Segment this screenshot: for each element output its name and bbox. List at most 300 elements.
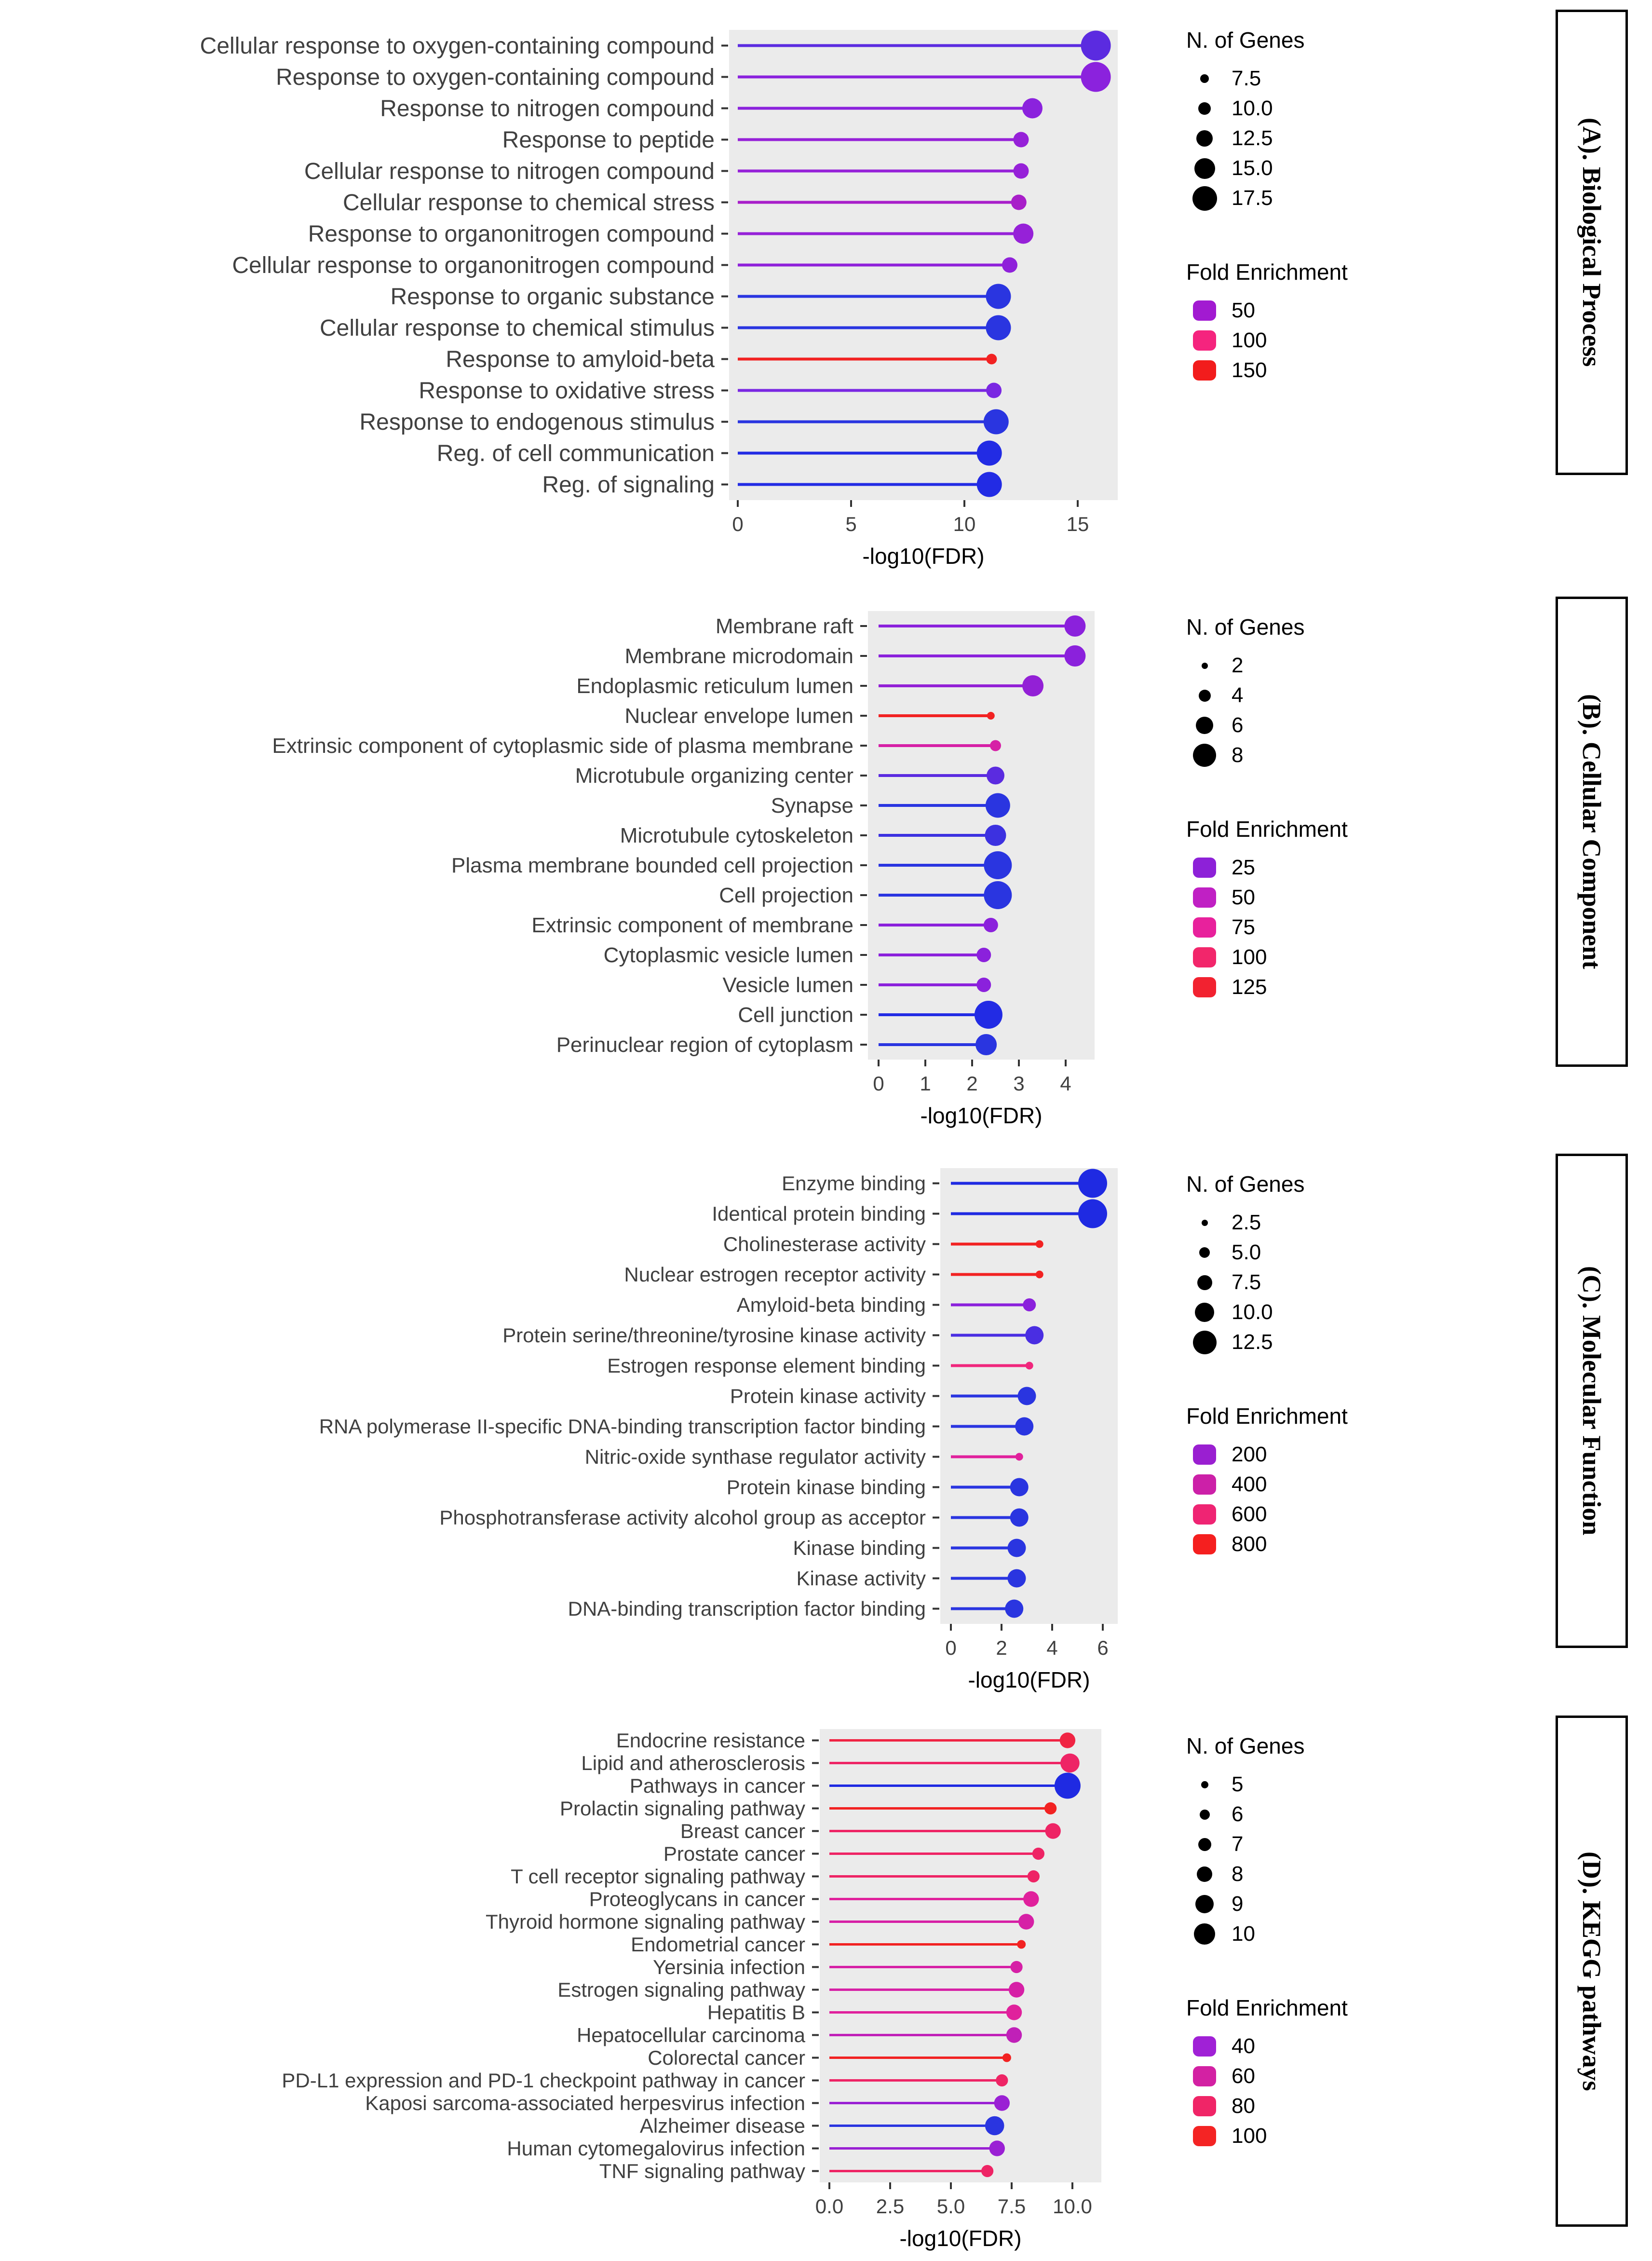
lollipop-dot — [984, 409, 1009, 435]
panel-b-side-label: (B). Cellular Component — [1577, 694, 1606, 969]
panel-c-side-label: (C). Molecular Function — [1577, 1266, 1606, 1536]
genes-legend-dot-cell — [1186, 1923, 1223, 1945]
lollipop-dot — [1005, 1600, 1023, 1618]
fold-legend-item — [1186, 1470, 1413, 1499]
genes-legend-dot-cell — [1186, 1331, 1223, 1354]
lollipop-dot — [1018, 1914, 1034, 1929]
genes-legend-dot — [1202, 663, 1208, 669]
panel-molecular-function — [0, 1149, 1652, 1696]
lollipop-dot — [975, 1034, 997, 1055]
genes-legend-item — [1186, 1859, 1413, 1889]
lollipop-dot — [1081, 31, 1111, 61]
genes-legend-dot-cell — [1186, 1220, 1223, 1226]
genes-legend-item — [1186, 183, 1413, 213]
panel-kegg-pathways — [0, 1711, 1652, 2255]
x-tick-label: 2 — [966, 1072, 978, 1095]
category-label: Nitric-oxide synthase regulator activity — [584, 1445, 926, 1468]
category-label: Amyloid-beta binding — [736, 1293, 926, 1316]
x-tick-label: 0 — [732, 513, 744, 535]
genes-legend — [1186, 27, 1413, 213]
fold-legend-swatch-cell — [1186, 2096, 1223, 2116]
genes-legend-dot — [1192, 186, 1217, 211]
fold-legend-swatch-cell — [1186, 1534, 1223, 1554]
fold-legend-swatch-cell — [1186, 300, 1223, 321]
genes-legend-dot — [1196, 130, 1213, 147]
lollipop-dot — [1036, 1271, 1043, 1279]
panel-d-side-box — [1556, 1716, 1628, 2227]
fold-legend-swatch-cell — [1186, 917, 1223, 938]
category-label: Vesicle lumen — [722, 973, 853, 997]
fold-legend-title: Fold Enrichment — [1186, 1995, 1348, 2020]
lollipop-dot — [1002, 2054, 1011, 2062]
fold-legend-item — [1186, 326, 1413, 355]
category-label: Estrogen response element binding — [607, 1354, 926, 1377]
genes-legend-label: 5 — [1232, 1772, 1244, 1796]
category-label: Response to oxidative stress — [419, 378, 715, 404]
lollipop-dot — [984, 918, 998, 932]
fold-legend-items — [1186, 2031, 1413, 2151]
lollipop-dot — [987, 767, 1004, 785]
category-label: Plasma membrane bounded cell projection — [451, 853, 853, 877]
genes-legend-item — [1186, 64, 1413, 94]
genes-legend-item — [1186, 1919, 1413, 1949]
category-label: T cell receptor signaling pathway — [511, 1865, 805, 1888]
genes-legend-item — [1186, 1267, 1413, 1297]
genes-legend-label: 2.5 — [1232, 1211, 1261, 1234]
category-label: Synapse — [771, 793, 853, 817]
category-label: Cellular response to chemical stimulus — [320, 315, 715, 341]
lollipop-dot — [1011, 195, 1027, 210]
lollipop-dot — [1036, 1240, 1043, 1248]
category-label: Hepatocellular carcinoma — [577, 2023, 805, 2046]
lollipop-dot — [976, 948, 991, 962]
genes-legend-dot-cell — [1186, 717, 1223, 734]
x-tick-label: 15 — [1066, 513, 1089, 535]
lollipop-dot — [975, 1001, 1002, 1029]
genes-legend-dot — [1195, 1895, 1214, 1913]
genes-legend-label: 2 — [1232, 654, 1244, 677]
fold-legend — [1186, 1995, 1413, 2151]
fold-legend-label: 100 — [1232, 945, 1267, 969]
fold-legend-swatch-cell — [1186, 1504, 1223, 1525]
genes-legend-item — [1186, 710, 1413, 740]
x-axis-title: -log10(FDR) — [920, 1103, 1043, 1128]
fold-legend-item — [1186, 355, 1413, 385]
lollipop-dot — [1028, 1870, 1040, 1882]
genes-legend-dot — [1193, 1331, 1217, 1354]
lollipop-dot — [1008, 1539, 1026, 1557]
lollipop-dot — [1010, 1509, 1029, 1527]
fold-legend-items — [1186, 853, 1413, 1002]
lollipop-chart-molecular-function — [0, 1149, 1128, 1696]
genes-legend-label: 10 — [1232, 1922, 1255, 1946]
fold-legend-swatch — [1193, 1534, 1216, 1554]
lollipop-dot — [994, 2095, 1010, 2111]
lollipop-dot — [1081, 62, 1111, 92]
fold-legend-item — [1186, 2091, 1413, 2121]
genes-legend-label: 8 — [1232, 1862, 1244, 1886]
genes-legend-dot-cell — [1186, 1838, 1223, 1851]
lollipop-dot — [1018, 1387, 1036, 1405]
lollipop-dot — [1023, 1891, 1039, 1907]
fold-legend-swatch — [1193, 858, 1216, 878]
category-label: Response to organonitrogen compound — [308, 221, 715, 247]
category-label: Response to oxygen-containing compound — [276, 64, 715, 90]
genes-legend-label: 12.5 — [1232, 1330, 1273, 1354]
genes-legend-item — [1186, 1829, 1413, 1859]
genes-legend-dot-cell — [1186, 1895, 1223, 1913]
genes-legend-label: 8 — [1232, 743, 1244, 767]
plot-background — [820, 1729, 1101, 2182]
genes-legend-dot — [1199, 690, 1211, 702]
x-axis-title: -log10(FDR) — [862, 544, 985, 569]
x-tick-label: 0 — [945, 1636, 957, 1659]
lollipop-dot — [1023, 1298, 1036, 1311]
lollipop-chart-biological-process — [0, 5, 1128, 572]
category-label: TNF signaling pathway — [599, 2159, 805, 2182]
fold-legend-swatch-cell — [1186, 887, 1223, 908]
fold-legend-item — [1186, 296, 1413, 326]
x-tick-label: 1 — [920, 1072, 931, 1095]
genes-legend-item — [1186, 123, 1413, 153]
lollipop-chart-cellular-component — [0, 592, 1128, 1132]
fold-legend-swatch-cell — [1186, 977, 1223, 997]
genes-legend-item — [1186, 1208, 1413, 1238]
lollipop-dot — [1022, 675, 1043, 696]
category-label: Cellular response to chemical stress — [343, 190, 715, 216]
fold-legend-item — [1186, 913, 1413, 942]
side-label-wrap — [1556, 1711, 1628, 2227]
category-label: Cholinesterase activity — [723, 1232, 926, 1255]
x-tick-label: 5 — [845, 513, 857, 535]
category-label: Protein kinase binding — [726, 1475, 926, 1498]
x-tick-label: 0 — [873, 1072, 884, 1095]
fold-legend-swatch-cell — [1186, 2126, 1223, 2146]
genes-legend-dot-cell — [1186, 744, 1223, 767]
category-label: Identical protein binding — [712, 1202, 926, 1225]
category-label: Phosphotransferase activity alcohol group as acceptor — [439, 1506, 926, 1529]
genes-legend-label: 9 — [1232, 1892, 1244, 1916]
lollipop-dot — [1006, 2027, 1022, 2043]
category-label: Thyroid hormone signaling pathway — [485, 1910, 805, 1933]
genes-legend-item — [1186, 153, 1413, 183]
category-label: Nuclear estrogen receptor activity — [624, 1263, 926, 1286]
category-label: Extrinsic component of cytoplasmic side of plasma membrane — [272, 734, 853, 758]
genes-legend-dot — [1194, 158, 1215, 179]
genes-legend-label: 5.0 — [1232, 1240, 1261, 1264]
category-label: Hepatitis B — [707, 2001, 805, 2024]
fold-legend-label: 125 — [1232, 975, 1267, 999]
genes-legend-item — [1186, 651, 1413, 681]
genes-legend-dot — [1197, 1275, 1212, 1290]
lollipop-dot — [1013, 224, 1033, 244]
fold-legend-title: Fold Enrichment — [1186, 259, 1348, 285]
category-label: Estrogen signaling pathway — [557, 1978, 805, 2001]
fold-legend — [1186, 816, 1413, 1002]
category-label: Cytoplasmic vesicle lumen — [603, 943, 853, 967]
lollipop-dot — [985, 825, 1006, 846]
genes-legend-dot-cell — [1186, 158, 1223, 179]
x-tick-label: 5.0 — [936, 2195, 965, 2218]
genes-legend-dot-cell — [1186, 1247, 1223, 1258]
genes-legend-label: 10.0 — [1232, 1300, 1273, 1324]
genes-legend-item — [1186, 1238, 1413, 1267]
x-axis-title: -log10(FDR) — [968, 1667, 1090, 1692]
category-label: Prolactin signaling pathway — [560, 1797, 805, 1820]
genes-legend-dot — [1201, 1781, 1208, 1788]
genes-legend-dot-cell — [1186, 74, 1223, 83]
x-tick-label: 0.0 — [815, 2195, 844, 2218]
genes-legend-dot — [1193, 744, 1216, 767]
category-label: Reg. of cell communication — [436, 440, 715, 466]
x-tick-label: 10 — [953, 513, 976, 535]
panel-b-side-box — [1556, 597, 1628, 1067]
lollipop-dot — [981, 2165, 993, 2177]
genes-legend-label: 6 — [1232, 1802, 1244, 1826]
category-label: Enzyme binding — [782, 1171, 926, 1195]
category-label: Response to nitrogen compound — [380, 95, 715, 122]
lollipop-dot — [985, 2116, 1004, 2136]
lollipop-dot — [1016, 1453, 1023, 1461]
fold-legend — [1186, 1403, 1413, 1559]
lollipop-dot — [984, 851, 1012, 879]
panel-a-side-box — [1556, 10, 1628, 475]
fold-legend-item — [1186, 2061, 1413, 2091]
lollipop-dot — [984, 881, 1012, 909]
genes-legend-item — [1186, 1770, 1413, 1799]
genes-legend-item — [1186, 94, 1413, 123]
genes-legend-dot-cell — [1186, 663, 1223, 669]
category-label: Nuclear envelope lumen — [624, 704, 853, 728]
category-label: Perinuclear region of cytoplasm — [556, 1033, 853, 1057]
genes-legend-item — [1186, 1297, 1413, 1327]
genes-legend-item — [1186, 681, 1413, 710]
genes-legend-label: 17.5 — [1232, 186, 1273, 210]
fold-legend-swatch-cell — [1186, 858, 1223, 878]
lollipop-dot — [1026, 1362, 1033, 1370]
genes-legend — [1186, 1171, 1413, 1357]
lollipop-dot — [986, 354, 997, 365]
legend-cellular-component — [1186, 614, 1413, 1002]
x-tick-label: 4 — [1060, 1072, 1071, 1095]
fold-legend-item — [1186, 2031, 1413, 2061]
genes-legend-item — [1186, 1327, 1413, 1357]
fold-legend-title: Fold Enrichment — [1186, 1403, 1348, 1429]
fold-legend-item — [1186, 883, 1413, 913]
side-label-wrap — [1556, 5, 1628, 475]
fold-legend-swatch-cell — [1186, 947, 1223, 967]
fold-legend-swatch — [1193, 2036, 1216, 2057]
lollipop-dot — [1060, 1754, 1080, 1773]
lollipop-dot — [1006, 2004, 1022, 2020]
lollipop-dot — [987, 712, 995, 720]
genes-legend-dot — [1195, 1303, 1214, 1322]
category-label: Kaposi sarcoma-associated herpesvirus infection — [365, 2091, 805, 2114]
category-label: Response to peptide — [502, 127, 715, 153]
fold-legend-label: 50 — [1232, 885, 1255, 909]
lollipop-dot — [989, 2140, 1005, 2156]
category-label: Kinase binding — [793, 1536, 926, 1559]
lollipop-chart-kegg-pathways — [0, 1711, 1128, 2255]
lollipop-dot — [1002, 258, 1017, 273]
genes-legend-item — [1186, 740, 1413, 770]
category-label: Cellular response to nitrogen compound — [304, 158, 715, 184]
lollipop-dot — [977, 441, 1002, 466]
genes-legend-label: 12.5 — [1232, 126, 1273, 150]
panel-cellular-component — [0, 592, 1652, 1132]
fold-legend-swatch — [1193, 977, 1216, 997]
lollipop-dot — [986, 793, 1010, 818]
category-label: Cell junction — [738, 1003, 853, 1027]
genes-legend-dot-cell — [1186, 102, 1223, 115]
panel-c-side-box — [1556, 1154, 1628, 1648]
genes-legend-label: 10.0 — [1232, 96, 1273, 120]
genes-legend-item — [1186, 1799, 1413, 1829]
fold-legend-label: 50 — [1232, 299, 1255, 322]
genes-legend-items — [1186, 1208, 1413, 1357]
genes-legend-dot-cell — [1186, 186, 1223, 211]
lollipop-dot — [1078, 1169, 1107, 1198]
genes-legend-dot — [1200, 1810, 1210, 1820]
lollipop-dot — [1025, 1326, 1043, 1345]
category-label: Cellular response to organonitrogen compound — [232, 252, 715, 278]
category-label: RNA polymerase II-specific DNA-binding transcription factor binding — [319, 1415, 926, 1438]
side-label-wrap — [1556, 592, 1628, 1067]
fold-legend-swatch — [1193, 330, 1216, 351]
lollipop-dot — [1064, 615, 1085, 637]
lollipop-dot — [1060, 1732, 1075, 1748]
fold-legend-label: 800 — [1232, 1532, 1267, 1556]
genes-legend-dot — [1199, 1247, 1210, 1258]
genes-legend-dot-cell — [1186, 690, 1223, 702]
fold-legend-label: 40 — [1232, 2034, 1255, 2058]
category-label: PD-L1 expression and PD-1 checkpoint pathway in cancer — [282, 2069, 805, 2092]
genes-legend-dot — [1200, 74, 1209, 83]
genes-legend — [1186, 1733, 1413, 1949]
genes-legend-dot — [1196, 717, 1213, 734]
genes-legend-items — [1186, 651, 1413, 770]
fold-legend-swatch-cell — [1186, 1474, 1223, 1495]
lollipop-dot — [1014, 163, 1029, 179]
genes-legend-title: N. of Genes — [1186, 614, 1305, 640]
genes-legend-item — [1186, 1889, 1413, 1919]
category-label: Membrane raft — [715, 614, 853, 638]
category-label: Lipid and atherosclerosis — [581, 1751, 805, 1774]
fold-legend-title: Fold Enrichment — [1186, 817, 1348, 842]
genes-legend-title: N. of Genes — [1186, 27, 1305, 53]
lollipop-dot — [1078, 1199, 1107, 1228]
category-label: Protein serine/threonine/tyrosine kinase activity — [502, 1323, 926, 1347]
fold-legend-swatch — [1193, 360, 1216, 381]
genes-legend-dot-cell — [1186, 1275, 1223, 1290]
x-tick-label: 10.0 — [1053, 2195, 1092, 2218]
legend-molecular-function — [1186, 1171, 1413, 1559]
genes-legend-dot — [1197, 1866, 1212, 1882]
genes-legend-title: N. of Genes — [1186, 1733, 1305, 1758]
fold-legend-label: 200 — [1232, 1443, 1267, 1466]
x-tick-label: 2.5 — [876, 2195, 905, 2218]
fold-legend-label: 100 — [1232, 328, 1267, 352]
x-tick-label: 7.5 — [997, 2195, 1026, 2218]
genes-legend-dot — [1202, 1220, 1208, 1226]
fold-legend-item — [1186, 942, 1413, 972]
category-label: Response to amyloid-beta — [446, 346, 715, 372]
genes-legend-items — [1186, 1770, 1413, 1949]
side-label-wrap — [1556, 1149, 1628, 1648]
fold-legend-label: 80 — [1232, 2094, 1255, 2118]
genes-legend — [1186, 614, 1413, 770]
lollipop-dot — [1044, 1802, 1056, 1814]
lollipop-dot — [1010, 1961, 1022, 1973]
fold-legend-swatch — [1193, 300, 1216, 321]
lollipop-dot — [1017, 1940, 1026, 1949]
x-tick-label: 3 — [1013, 1072, 1025, 1095]
lollipop-dot — [977, 472, 1002, 497]
category-label: Endometrial cancer — [631, 1933, 805, 1956]
fold-legend-swatch-cell — [1186, 360, 1223, 381]
lollipop-dot — [996, 2074, 1008, 2086]
panel-a-side-label: (A). Biological Process — [1577, 118, 1606, 367]
fold-legend-item — [1186, 972, 1413, 1002]
lollipop-dot — [1045, 1823, 1060, 1839]
category-label: Extrinsic component of membrane — [531, 913, 853, 937]
category-label: Microtubule cytoskeleton — [620, 823, 853, 847]
genes-legend-label: 4 — [1232, 683, 1244, 707]
genes-legend-dot — [1198, 102, 1211, 115]
fold-legend-swatch-cell — [1186, 330, 1223, 351]
fold-legend-swatch — [1193, 1504, 1216, 1525]
legend-kegg-pathways — [1186, 1733, 1413, 2151]
genes-legend-label: 15.0 — [1232, 156, 1273, 180]
genes-legend-title: N. of Genes — [1186, 1171, 1305, 1197]
fold-legend-items — [1186, 1440, 1413, 1559]
lollipop-dot — [1032, 1848, 1044, 1860]
category-label: Kinase activity — [796, 1566, 926, 1590]
category-label: Pathways in cancer — [629, 1774, 805, 1797]
fold-legend-item — [1186, 853, 1413, 883]
lollipop-dot — [986, 315, 1011, 341]
fold-legend-swatch-cell — [1186, 1444, 1223, 1465]
panel-d-side-label: (D). KEGG pathways — [1577, 1851, 1606, 2091]
fold-legend-swatch-cell — [1186, 2036, 1223, 2057]
genes-legend-dot-cell — [1186, 1810, 1223, 1820]
fold-legend-item — [1186, 1499, 1413, 1529]
category-label: Microtubule organizing center — [575, 763, 853, 788]
category-label: Cell projection — [719, 883, 853, 907]
category-label: Protein kinase activity — [730, 1384, 926, 1407]
category-label: DNA-binding transcription factor binding — [568, 1597, 926, 1620]
legend-biological-process — [1186, 27, 1413, 385]
fold-legend-swatch — [1193, 947, 1216, 967]
fold-legend-label: 25 — [1232, 856, 1255, 879]
fold-legend-label: 400 — [1232, 1472, 1267, 1496]
lollipop-dot — [1009, 1982, 1024, 1997]
fold-legend-swatch — [1193, 2126, 1216, 2146]
category-label: Alzheimer disease — [639, 2114, 805, 2137]
genes-legend-dot — [1194, 1923, 1215, 1945]
fold-legend-label: 150 — [1232, 358, 1267, 382]
fold-legend-item — [1186, 1440, 1413, 1470]
fold-legend-swatch — [1193, 2066, 1216, 2086]
genes-legend-dot-cell — [1186, 1866, 1223, 1882]
fold-legend-label: 100 — [1232, 2124, 1267, 2148]
x-tick-label: 6 — [1097, 1636, 1109, 1659]
genes-legend-dot-cell — [1186, 130, 1223, 147]
genes-legend-items — [1186, 64, 1413, 213]
category-label: Membrane microdomain — [624, 644, 853, 668]
category-label: Yersinia infection — [653, 1955, 805, 1978]
x-axis-title: -log10(FDR) — [899, 2226, 1022, 2251]
